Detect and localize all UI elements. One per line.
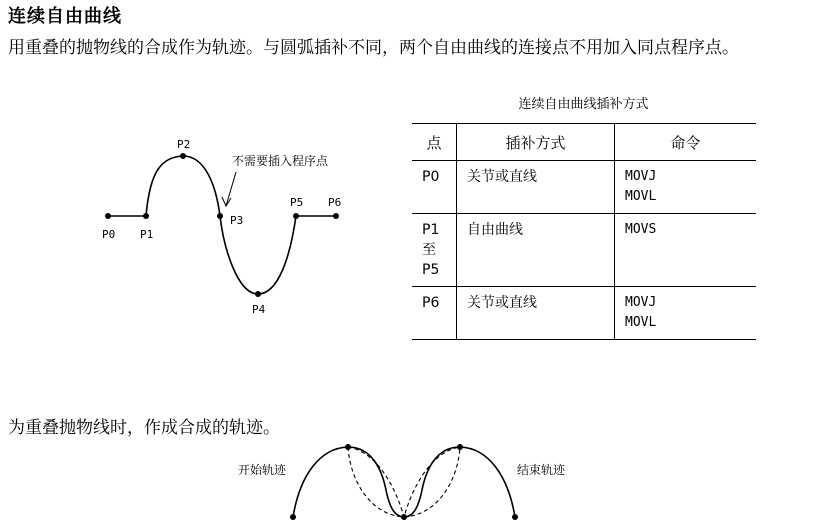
point-valley-dot (401, 514, 407, 520)
point-peak-left-dot (345, 444, 351, 450)
start-trajectory-label: 开始轨迹 (238, 463, 287, 477)
intro-paragraph: 用重叠的抛物线的合成作为轨迹。与圆弧插补不同，两个自由曲线的连接点不用加入同点程序点。 (8, 38, 739, 58)
overlap-paragraph: 为重叠抛物线时，作成合成的轨迹。 (8, 418, 280, 438)
end-trajectory-label: 结束轨迹 (517, 463, 566, 477)
point-p4-dot (255, 291, 261, 297)
cell-point: P1 至 P5 (412, 214, 457, 287)
label-p6: P6 (328, 196, 342, 209)
point-p0-dot (105, 213, 111, 219)
table-caption: 连续自由曲线插补方式 (518, 97, 649, 112)
interpolation-table (412, 123, 756, 340)
cell-point: P6 (412, 287, 457, 340)
annotation-arrowhead (222, 197, 231, 206)
annotation-text: 不需要插入程序点 (232, 154, 329, 168)
cell-method: 关节或直线 (457, 287, 615, 340)
free-curve-path (146, 156, 296, 294)
start-trajectory-curve (293, 447, 404, 517)
cell-command: MOVS (615, 214, 757, 287)
dashed-parabola-middle (348, 447, 460, 517)
header-method: 插补方式 (457, 124, 615, 161)
point-p3-dot (217, 213, 223, 219)
cell-method: 自由曲线 (457, 214, 615, 287)
cell-method: 关节或直线 (457, 161, 615, 214)
label-p5: P5 (290, 196, 304, 209)
cell-command: MOVJ MOVL (615, 287, 757, 340)
point-p6-dot (333, 213, 339, 219)
point-peak-right-dot (457, 444, 463, 450)
label-p0: P0 (102, 228, 116, 241)
end-trajectory-curve (404, 447, 515, 517)
header-command: 命令 (615, 124, 757, 161)
free-curve-diagram (90, 130, 360, 330)
label-p4: P4 (252, 303, 266, 316)
section-heading: 连续自由曲线 (8, 6, 122, 27)
point-p2-dot (180, 153, 186, 159)
table-row (412, 161, 756, 214)
label-p1: P1 (140, 228, 154, 241)
annotation-arrow (226, 172, 236, 206)
table-row (412, 287, 756, 340)
dashed-parabola-right (404, 447, 460, 517)
point-p1-dot (143, 213, 149, 219)
point-p5-dot (293, 213, 299, 219)
table-row (412, 214, 756, 287)
overlap-trajectory-diagram (230, 435, 590, 528)
header-point: 点 (412, 124, 457, 161)
point-start-dot (290, 514, 296, 520)
dashed-parabola-left (348, 447, 404, 517)
cell-point: P0 (412, 161, 457, 214)
table-header-row (412, 124, 756, 161)
point-end-dot (512, 514, 518, 520)
cell-command: MOVJ MOVL (615, 161, 757, 214)
label-p2: P2 (177, 138, 191, 151)
label-p3: P3 (230, 214, 244, 227)
